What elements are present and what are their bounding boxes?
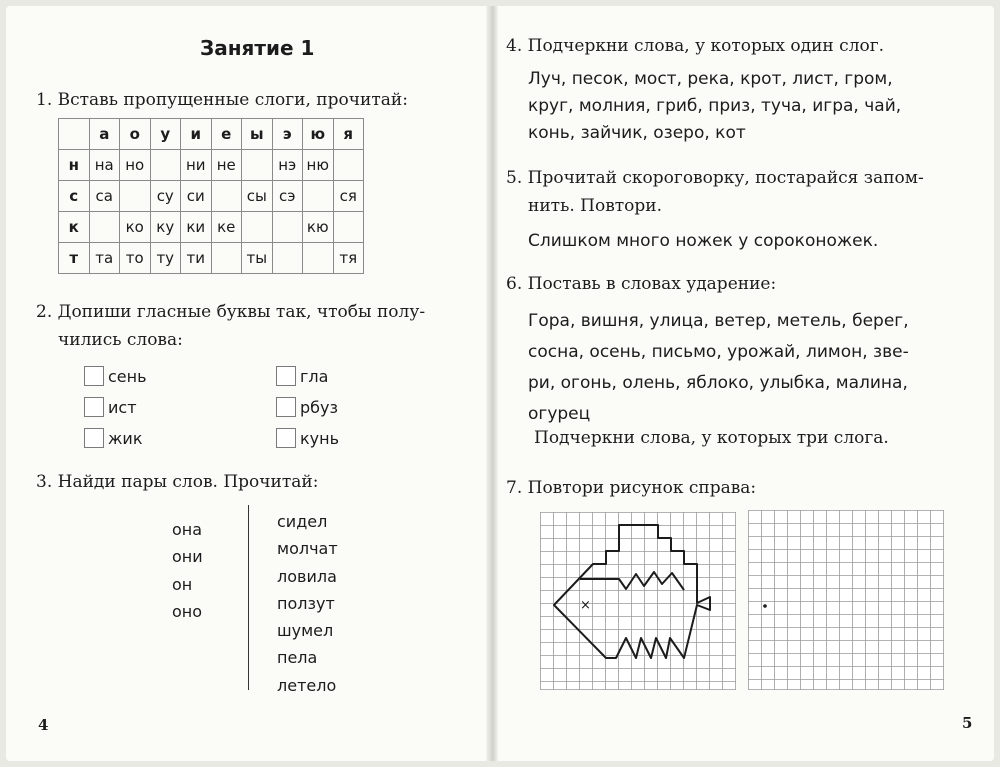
table-row bbox=[59, 212, 364, 243]
verb-word[interactable]: ползут bbox=[277, 593, 335, 613]
fish-drawing bbox=[554, 525, 710, 658]
table-row bbox=[59, 150, 364, 181]
task7-title: 7. Повтори рисунок справа: bbox=[506, 478, 757, 498]
start-dot bbox=[763, 604, 767, 608]
column-divider bbox=[248, 505, 249, 690]
pronoun-column bbox=[172, 516, 203, 625]
table-row bbox=[59, 243, 364, 274]
word-line: Гора, вишня, улица, ветер, метель, берег, bbox=[528, 311, 909, 331]
table-cell bbox=[59, 119, 90, 150]
word-fragment: кунь bbox=[300, 428, 340, 448]
table-cell: ни bbox=[181, 150, 212, 181]
word-fill-item bbox=[84, 366, 147, 386]
verb-word[interactable]: летело bbox=[277, 675, 337, 695]
table-cell: э bbox=[272, 119, 303, 150]
word-fill-item bbox=[276, 428, 339, 448]
task4-words bbox=[528, 66, 901, 147]
word-fragment: ист bbox=[108, 397, 137, 417]
table-cell bbox=[303, 181, 334, 212]
table-cell: у bbox=[150, 119, 181, 150]
table-cell: ки bbox=[181, 212, 212, 243]
sample-drawing-grid bbox=[540, 512, 736, 690]
table-cell: н bbox=[59, 150, 90, 181]
table-cell: ти bbox=[181, 243, 212, 274]
letter-box[interactable] bbox=[84, 397, 104, 417]
pronoun-word[interactable]: оно bbox=[172, 601, 203, 621]
eye-mark: × bbox=[580, 598, 591, 613]
task2-title-line1: 2. Допиши гласные буквы так, чтобы полу- bbox=[36, 302, 426, 322]
table-cell bbox=[211, 243, 242, 274]
task6-title: 6. Поставь в словах ударение: bbox=[506, 274, 777, 294]
table-cell: су bbox=[150, 181, 181, 212]
word-fragment: рбуз bbox=[300, 397, 338, 417]
task6-followup: Подчеркни слова, у которых три слога. bbox=[534, 428, 889, 448]
task5-title-line1: 5. Прочитай скороговорку, постарайся запом- bbox=[506, 168, 924, 188]
page-number-left: 4 bbox=[38, 716, 49, 734]
table-cell: ся bbox=[333, 181, 364, 212]
verb-word[interactable]: молчат bbox=[277, 539, 338, 559]
word-fragment: жик bbox=[108, 428, 143, 448]
task2-left-words bbox=[84, 366, 147, 448]
table-header-row bbox=[59, 119, 364, 150]
table-cell: с bbox=[59, 181, 90, 212]
table-cell: ню bbox=[303, 150, 334, 181]
table-cell: к bbox=[59, 212, 90, 243]
word-fill-item bbox=[84, 397, 147, 417]
table-cell: а bbox=[89, 119, 120, 150]
table-cell bbox=[272, 212, 303, 243]
letter-box[interactable] bbox=[276, 428, 296, 448]
table-cell: но bbox=[120, 150, 151, 181]
letter-box[interactable] bbox=[276, 366, 296, 386]
word-line: конь, зайчик, озеро, кот bbox=[528, 123, 746, 143]
table-cell: си bbox=[181, 181, 212, 212]
word-line: Луч, песок, мост, река, крот, лист, гром, bbox=[528, 69, 893, 89]
table-cell: ке bbox=[211, 212, 242, 243]
table-cell: сэ bbox=[272, 181, 303, 212]
table-cell: не bbox=[211, 150, 242, 181]
table-cell bbox=[150, 150, 181, 181]
word-line: ри, огонь, олень, яблоко, улыбка, малина, bbox=[528, 373, 908, 393]
pronoun-word[interactable]: они bbox=[172, 547, 203, 567]
table-cell bbox=[303, 243, 334, 274]
word-fill-item bbox=[276, 366, 339, 386]
table-cell: ту bbox=[150, 243, 181, 274]
table-cell bbox=[272, 243, 303, 274]
word-fill-item bbox=[276, 397, 339, 417]
table-cell bbox=[333, 150, 364, 181]
grid-lines bbox=[748, 510, 944, 690]
task2-title-line2: чились слова: bbox=[58, 330, 183, 350]
task4-title: 4. Подчеркни слова, у которых один слог. bbox=[506, 36, 885, 56]
letter-box[interactable] bbox=[84, 366, 104, 386]
word-fill-item bbox=[84, 428, 147, 448]
page-number-right: 5 bbox=[962, 714, 973, 732]
verb-word[interactable]: шумел bbox=[277, 621, 334, 641]
task3-title: 3. Найди пары слов. Прочитай: bbox=[36, 472, 319, 492]
task5-title-line2: нить. Повтори. bbox=[528, 196, 663, 216]
table-cell: то bbox=[120, 243, 151, 274]
verb-column bbox=[277, 508, 338, 699]
table-cell: ы bbox=[242, 119, 273, 150]
book-spine bbox=[486, 6, 498, 761]
grid-lines bbox=[540, 512, 736, 690]
table-cell bbox=[89, 212, 120, 243]
table-cell bbox=[242, 212, 273, 243]
word-fragment: сень bbox=[108, 366, 147, 386]
table-cell bbox=[120, 181, 151, 212]
table-cell bbox=[242, 150, 273, 181]
syllable-table bbox=[58, 118, 364, 274]
table-cell: ку bbox=[150, 212, 181, 243]
table-cell: ю bbox=[303, 119, 334, 150]
table-cell: нэ bbox=[272, 150, 303, 181]
table-cell: е bbox=[211, 119, 242, 150]
table-cell: сы bbox=[242, 181, 273, 212]
table-cell: ты bbox=[242, 243, 273, 274]
table-cell: са bbox=[89, 181, 120, 212]
empty-practice-grid[interactable] bbox=[748, 510, 944, 690]
word-fragment: гла bbox=[300, 366, 329, 386]
table-cell: и bbox=[181, 119, 212, 150]
pronoun-word[interactable]: он bbox=[172, 574, 193, 594]
word-line: сосна, осень, письмо, урожай, лимон, зве- bbox=[528, 342, 909, 362]
table-cell bbox=[211, 181, 242, 212]
verb-word[interactable]: пела bbox=[277, 648, 318, 668]
letter-box[interactable] bbox=[84, 428, 104, 448]
table-cell: т bbox=[59, 243, 90, 274]
tongue-twister: Слишком много ножек у сороконожек. bbox=[528, 231, 879, 251]
table-cell: тя bbox=[333, 243, 364, 274]
letter-box[interactable] bbox=[276, 397, 296, 417]
task2-right-words bbox=[276, 366, 339, 448]
verb-word[interactable]: сидел bbox=[277, 512, 328, 531]
lesson-title: Занятие 1 bbox=[200, 36, 315, 60]
word-line: огурец bbox=[528, 404, 591, 424]
table-cell: я bbox=[333, 119, 364, 150]
table-cell: кю bbox=[303, 212, 334, 243]
table-cell: ко bbox=[120, 212, 151, 243]
table-cell: та bbox=[89, 243, 120, 274]
pronoun-word[interactable]: она bbox=[172, 520, 203, 539]
task1-title: 1. Вставь пропущенные слоги, прочитай: bbox=[36, 90, 408, 110]
task6-words bbox=[528, 306, 909, 430]
table-cell bbox=[333, 212, 364, 243]
table-row bbox=[59, 181, 364, 212]
verb-word[interactable]: ловила bbox=[277, 566, 337, 586]
table-cell: о bbox=[120, 119, 151, 150]
table-cell: на bbox=[89, 150, 120, 181]
word-line: круг, молния, гриб, приз, туча, игра, чай, bbox=[528, 96, 902, 116]
